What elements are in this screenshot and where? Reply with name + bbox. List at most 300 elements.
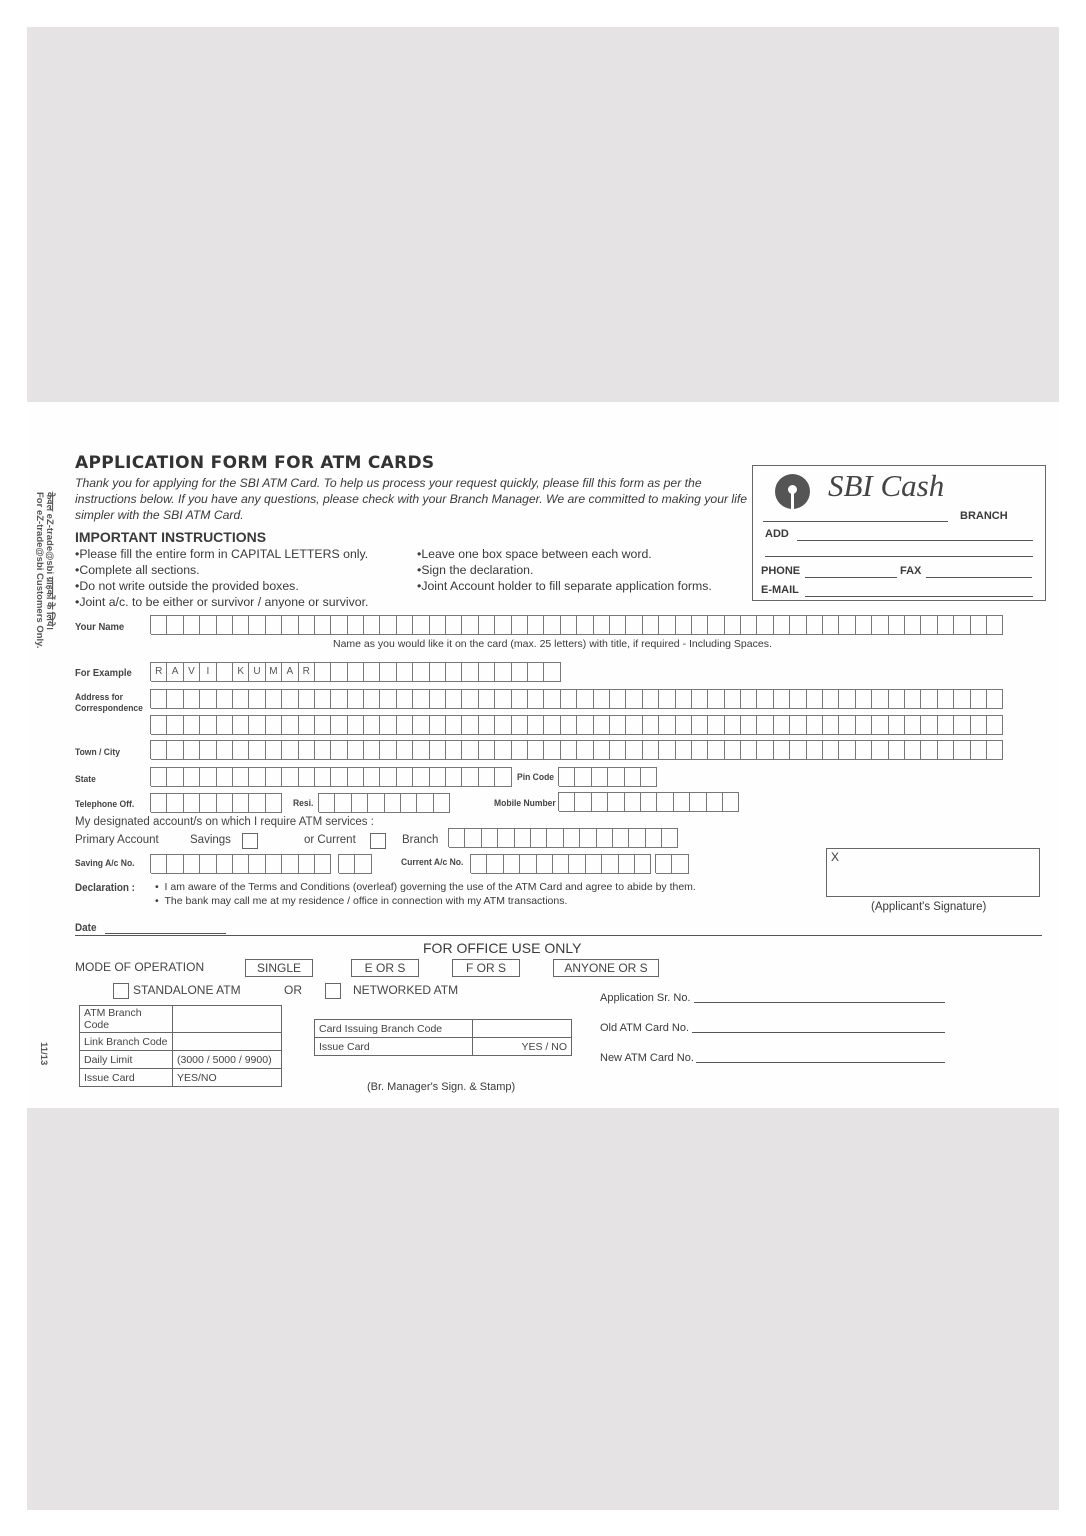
char-box[interactable]	[331, 615, 347, 635]
char-box[interactable]	[266, 854, 282, 874]
char-box[interactable]	[184, 854, 200, 874]
char-box[interactable]	[434, 793, 450, 813]
char-box[interactable]	[151, 740, 167, 760]
char-box[interactable]	[889, 715, 905, 735]
char-box[interactable]	[676, 715, 692, 735]
char-box[interactable]	[577, 715, 593, 735]
char-box[interactable]	[397, 740, 413, 760]
pin-boxes[interactable]	[558, 767, 657, 786]
char-box[interactable]	[282, 689, 298, 709]
char-box[interactable]	[217, 854, 233, 874]
char-box[interactable]	[504, 854, 520, 874]
char-box[interactable]	[971, 615, 987, 635]
char-box[interactable]	[413, 767, 429, 787]
phone-line[interactable]	[805, 577, 897, 578]
char-box[interactable]	[282, 715, 298, 735]
char-box[interactable]	[608, 792, 624, 812]
char-box[interactable]	[662, 828, 678, 848]
char-box[interactable]	[151, 854, 167, 874]
char-box[interactable]	[872, 715, 888, 735]
char-box[interactable]	[692, 740, 708, 760]
char-box[interactable]	[807, 715, 823, 735]
char-box[interactable]	[643, 689, 659, 709]
char-box[interactable]	[692, 715, 708, 735]
char-box[interactable]	[774, 740, 790, 760]
char-box[interactable]	[315, 715, 331, 735]
char-box[interactable]	[397, 767, 413, 787]
char-box[interactable]	[380, 715, 396, 735]
char-box[interactable]	[725, 615, 741, 635]
char-box[interactable]	[610, 689, 626, 709]
char-box[interactable]	[397, 715, 413, 735]
char-box[interactable]	[592, 767, 608, 787]
char-box[interactable]	[462, 740, 478, 760]
char-box[interactable]	[200, 715, 216, 735]
char-box[interactable]	[417, 793, 433, 813]
char-box[interactable]	[938, 615, 954, 635]
char-box[interactable]	[741, 740, 757, 760]
char-box[interactable]	[856, 689, 872, 709]
char-box[interactable]	[625, 792, 641, 812]
char-box[interactable]	[200, 615, 216, 635]
char-box[interactable]	[249, 615, 265, 635]
char-box[interactable]	[512, 715, 528, 735]
char-box[interactable]	[335, 793, 351, 813]
office-table-value[interactable]: YES / NO	[473, 1038, 572, 1056]
char-box[interactable]	[479, 715, 495, 735]
char-box[interactable]	[635, 854, 651, 874]
char-box[interactable]	[217, 793, 233, 813]
char-box[interactable]	[184, 793, 200, 813]
char-box[interactable]	[708, 740, 724, 760]
app-sr-line[interactable]	[694, 1002, 945, 1003]
char-box[interactable]	[479, 615, 495, 635]
char-box[interactable]	[889, 740, 905, 760]
char-box[interactable]	[385, 793, 401, 813]
char-box[interactable]	[987, 689, 1003, 709]
char-box[interactable]	[954, 740, 970, 760]
char-box[interactable]	[430, 740, 446, 760]
char-box[interactable]	[741, 615, 757, 635]
char-box[interactable]	[167, 615, 183, 635]
char-box[interactable]	[352, 793, 368, 813]
char-box[interactable]	[954, 715, 970, 735]
char-box[interactable]	[446, 689, 462, 709]
char-box[interactable]	[495, 740, 511, 760]
char-box[interactable]	[364, 689, 380, 709]
char-box[interactable]	[971, 715, 987, 735]
char-box[interactable]	[200, 767, 216, 787]
char-box[interactable]	[608, 767, 624, 787]
char-box[interactable]	[498, 828, 514, 848]
char-box[interactable]	[266, 767, 282, 787]
char-box[interactable]	[233, 793, 249, 813]
char-box[interactable]	[184, 689, 200, 709]
char-box[interactable]	[643, 615, 659, 635]
char-box[interactable]	[515, 828, 531, 848]
char-box[interactable]	[528, 615, 544, 635]
char-box[interactable]	[613, 828, 629, 848]
char-box[interactable]	[659, 689, 675, 709]
char-box[interactable]	[537, 854, 553, 874]
char-box[interactable]	[602, 854, 618, 874]
current-checkbox[interactable]	[370, 833, 386, 849]
char-box[interactable]	[625, 767, 641, 787]
char-box[interactable]	[954, 689, 970, 709]
char-box[interactable]	[594, 715, 610, 735]
char-box[interactable]	[610, 715, 626, 735]
char-box[interactable]	[823, 689, 839, 709]
char-box[interactable]	[856, 715, 872, 735]
char-box[interactable]	[672, 854, 688, 874]
char-box[interactable]	[676, 615, 692, 635]
char-box[interactable]	[643, 715, 659, 735]
char-box[interactable]	[564, 828, 580, 848]
char-box[interactable]	[462, 689, 478, 709]
office-table-value[interactable]	[173, 1033, 282, 1051]
char-box[interactable]	[520, 854, 536, 874]
char-box[interactable]	[577, 615, 593, 635]
char-box[interactable]	[512, 615, 528, 635]
char-box[interactable]	[368, 793, 384, 813]
char-box[interactable]	[233, 854, 249, 874]
char-box[interactable]	[217, 689, 233, 709]
char-box[interactable]	[586, 854, 602, 874]
char-box[interactable]	[790, 740, 806, 760]
char-box[interactable]	[299, 715, 315, 735]
char-box[interactable]	[401, 793, 417, 813]
char-box[interactable]	[397, 689, 413, 709]
char-box[interactable]	[561, 615, 577, 635]
char-box[interactable]	[577, 740, 593, 760]
char-box[interactable]	[757, 740, 773, 760]
char-box[interactable]	[692, 615, 708, 635]
char-box[interactable]	[446, 767, 462, 787]
char-box[interactable]	[774, 715, 790, 735]
address-line-1[interactable]	[797, 540, 1033, 541]
char-box[interactable]	[282, 615, 298, 635]
char-box[interactable]	[547, 828, 563, 848]
char-box[interactable]	[594, 615, 610, 635]
char-box[interactable]	[249, 854, 265, 874]
char-box[interactable]	[626, 689, 642, 709]
char-box[interactable]	[594, 689, 610, 709]
char-box[interactable]	[544, 740, 560, 760]
char-box[interactable]	[315, 615, 331, 635]
char-box[interactable]	[629, 828, 645, 848]
char-box[interactable]	[495, 615, 511, 635]
char-box[interactable]	[331, 740, 347, 760]
char-box[interactable]	[528, 715, 544, 735]
char-box[interactable]	[299, 615, 315, 635]
char-box[interactable]	[971, 740, 987, 760]
town-boxes[interactable]	[150, 740, 1003, 759]
char-box[interactable]	[921, 615, 937, 635]
char-box[interactable]	[339, 854, 355, 874]
char-box[interactable]	[413, 689, 429, 709]
char-box[interactable]	[299, 689, 315, 709]
char-box[interactable]	[331, 715, 347, 735]
char-box[interactable]	[646, 828, 662, 848]
char-box[interactable]	[233, 715, 249, 735]
char-box[interactable]	[462, 767, 478, 787]
char-box[interactable]	[462, 615, 478, 635]
char-box[interactable]	[184, 767, 200, 787]
char-box[interactable]	[987, 615, 1003, 635]
char-box[interactable]	[921, 715, 937, 735]
office-table-value[interactable]	[473, 1020, 572, 1038]
char-box[interactable]	[725, 740, 741, 760]
mode-single[interactable]: SINGLE	[245, 959, 313, 977]
char-box[interactable]	[580, 828, 596, 848]
char-box[interactable]	[465, 828, 481, 848]
tel-off-boxes[interactable]	[150, 793, 282, 812]
saving-ac-suffix-boxes[interactable]	[338, 854, 372, 873]
char-box[interactable]	[528, 740, 544, 760]
networked-checkbox[interactable]	[325, 983, 341, 999]
char-box[interactable]	[151, 793, 167, 813]
char-box[interactable]	[315, 767, 331, 787]
char-box[interactable]	[479, 767, 495, 787]
char-box[interactable]	[725, 689, 741, 709]
char-box[interactable]	[266, 689, 282, 709]
char-box[interactable]	[217, 715, 233, 735]
char-box[interactable]	[462, 715, 478, 735]
char-box[interactable]	[512, 740, 528, 760]
mobile-boxes[interactable]	[558, 792, 739, 811]
char-box[interactable]	[954, 615, 970, 635]
char-box[interactable]	[413, 740, 429, 760]
char-box[interactable]	[184, 740, 200, 760]
char-box[interactable]	[544, 715, 560, 735]
char-box[interactable]	[380, 689, 396, 709]
char-box[interactable]	[577, 689, 593, 709]
char-box[interactable]	[266, 740, 282, 760]
char-box[interactable]	[872, 740, 888, 760]
char-box[interactable]	[987, 740, 1003, 760]
char-box[interactable]	[707, 792, 723, 812]
char-box[interactable]	[889, 689, 905, 709]
char-box[interactable]	[364, 715, 380, 735]
char-box[interactable]	[380, 740, 396, 760]
char-box[interactable]	[482, 828, 498, 848]
char-box[interactable]	[430, 615, 446, 635]
char-box[interactable]	[167, 767, 183, 787]
char-box[interactable]	[938, 740, 954, 760]
char-box[interactable]	[708, 715, 724, 735]
char-box[interactable]	[839, 689, 855, 709]
office-table-value[interactable]: YES/NO	[173, 1069, 282, 1087]
saving-ac-boxes[interactable]	[150, 854, 331, 873]
office-table-value[interactable]	[173, 1006, 282, 1033]
char-box[interactable]	[757, 715, 773, 735]
char-box[interactable]	[167, 793, 183, 813]
char-box[interactable]	[315, 854, 331, 874]
char-box[interactable]	[151, 615, 167, 635]
char-box[interactable]	[807, 615, 823, 635]
char-box[interactable]	[249, 793, 265, 813]
char-box[interactable]	[757, 689, 773, 709]
char-box[interactable]	[905, 615, 921, 635]
char-box[interactable]	[331, 689, 347, 709]
char-box[interactable]	[299, 854, 315, 874]
char-box[interactable]	[528, 689, 544, 709]
char-box[interactable]	[151, 767, 167, 787]
char-box[interactable]	[471, 854, 487, 874]
char-box[interactable]	[905, 740, 921, 760]
char-box[interactable]	[184, 615, 200, 635]
char-box[interactable]	[807, 740, 823, 760]
char-box[interactable]	[872, 615, 888, 635]
char-box[interactable]	[315, 689, 331, 709]
char-box[interactable]	[151, 689, 167, 709]
char-box[interactable]	[790, 615, 806, 635]
char-box[interactable]	[921, 689, 937, 709]
char-box[interactable]	[659, 715, 675, 735]
char-box[interactable]	[430, 767, 446, 787]
current-ac-suffix-boxes[interactable]	[655, 854, 689, 873]
char-box[interactable]	[708, 689, 724, 709]
char-box[interactable]	[449, 828, 465, 848]
char-box[interactable]	[889, 615, 905, 635]
char-box[interactable]	[249, 689, 265, 709]
char-box[interactable]	[708, 615, 724, 635]
char-box[interactable]	[725, 715, 741, 735]
char-box[interactable]	[151, 715, 167, 735]
char-box[interactable]	[839, 615, 855, 635]
char-box[interactable]	[200, 793, 216, 813]
char-box[interactable]	[823, 715, 839, 735]
char-box[interactable]	[266, 715, 282, 735]
char-box[interactable]	[856, 615, 872, 635]
char-box[interactable]	[856, 740, 872, 760]
char-box[interactable]	[657, 792, 673, 812]
char-box[interactable]	[487, 854, 503, 874]
mode-anyone-or-s[interactable]: ANYONE OR S	[553, 959, 659, 977]
char-box[interactable]	[626, 615, 642, 635]
char-box[interactable]	[559, 792, 575, 812]
char-box[interactable]	[741, 689, 757, 709]
char-box[interactable]	[217, 615, 233, 635]
char-box[interactable]	[723, 792, 739, 812]
char-box[interactable]	[643, 740, 659, 760]
char-box[interactable]	[397, 615, 413, 635]
char-box[interactable]	[641, 767, 657, 787]
char-box[interactable]	[659, 615, 675, 635]
char-box[interactable]	[364, 740, 380, 760]
char-box[interactable]	[610, 615, 626, 635]
char-box[interactable]	[561, 715, 577, 735]
standalone-checkbox[interactable]	[113, 983, 129, 999]
char-box[interactable]	[200, 854, 216, 874]
branch-boxes[interactable]	[448, 828, 678, 847]
address-line-2[interactable]	[765, 556, 1033, 557]
char-box[interactable]	[692, 689, 708, 709]
fax-line[interactable]	[926, 577, 1032, 578]
char-box[interactable]	[446, 715, 462, 735]
new-card-line[interactable]	[696, 1062, 945, 1063]
char-box[interactable]	[905, 715, 921, 735]
char-box[interactable]	[495, 715, 511, 735]
address-line-2-boxes[interactable]	[150, 715, 1003, 734]
char-box[interactable]	[823, 740, 839, 760]
char-box[interactable]	[594, 740, 610, 760]
char-box[interactable]	[348, 740, 364, 760]
char-box[interactable]	[167, 715, 183, 735]
char-box[interactable]	[610, 740, 626, 760]
char-box[interactable]	[757, 615, 773, 635]
char-box[interactable]	[561, 689, 577, 709]
char-box[interactable]	[676, 740, 692, 760]
char-box[interactable]	[355, 854, 371, 874]
char-box[interactable]	[184, 715, 200, 735]
signature-box[interactable]	[826, 848, 1040, 897]
char-box[interactable]	[626, 740, 642, 760]
char-box[interactable]	[364, 615, 380, 635]
mode-f-or-s[interactable]: F OR S	[452, 959, 520, 977]
char-box[interactable]	[656, 854, 672, 874]
char-box[interactable]	[217, 740, 233, 760]
char-box[interactable]	[741, 715, 757, 735]
state-boxes[interactable]	[150, 767, 512, 786]
address-line-1-boxes[interactable]	[150, 689, 1003, 708]
char-box[interactable]	[807, 689, 823, 709]
char-box[interactable]	[348, 767, 364, 787]
char-box[interactable]	[413, 715, 429, 735]
char-box[interactable]	[839, 740, 855, 760]
char-box[interactable]	[217, 767, 233, 787]
char-box[interactable]	[348, 689, 364, 709]
char-box[interactable]	[592, 792, 608, 812]
char-box[interactable]	[479, 740, 495, 760]
char-box[interactable]	[905, 689, 921, 709]
char-box[interactable]	[380, 767, 396, 787]
char-box[interactable]	[233, 740, 249, 760]
char-box[interactable]	[774, 615, 790, 635]
char-box[interactable]	[430, 689, 446, 709]
char-box[interactable]	[446, 615, 462, 635]
old-card-line[interactable]	[692, 1032, 945, 1033]
char-box[interactable]	[200, 740, 216, 760]
char-box[interactable]	[839, 715, 855, 735]
char-box[interactable]	[531, 828, 547, 848]
char-box[interactable]	[299, 767, 315, 787]
char-box[interactable]	[282, 740, 298, 760]
char-box[interactable]	[167, 854, 183, 874]
char-box[interactable]	[266, 793, 282, 813]
char-box[interactable]	[938, 715, 954, 735]
char-box[interactable]	[479, 689, 495, 709]
char-box[interactable]	[249, 740, 265, 760]
char-box[interactable]	[380, 615, 396, 635]
office-table-value[interactable]: (3000 / 5000 / 9900)	[173, 1051, 282, 1069]
resi-boxes[interactable]	[318, 793, 450, 812]
char-box[interactable]	[413, 615, 429, 635]
char-box[interactable]	[690, 792, 706, 812]
char-box[interactable]	[167, 740, 183, 760]
savings-checkbox[interactable]	[242, 833, 258, 849]
char-box[interactable]	[774, 689, 790, 709]
char-box[interactable]	[299, 740, 315, 760]
char-box[interactable]	[872, 689, 888, 709]
char-box[interactable]	[790, 715, 806, 735]
char-box[interactable]	[512, 689, 528, 709]
char-box[interactable]	[430, 715, 446, 735]
char-box[interactable]	[282, 767, 298, 787]
char-box[interactable]	[544, 689, 560, 709]
char-box[interactable]	[569, 854, 585, 874]
char-box[interactable]	[348, 615, 364, 635]
